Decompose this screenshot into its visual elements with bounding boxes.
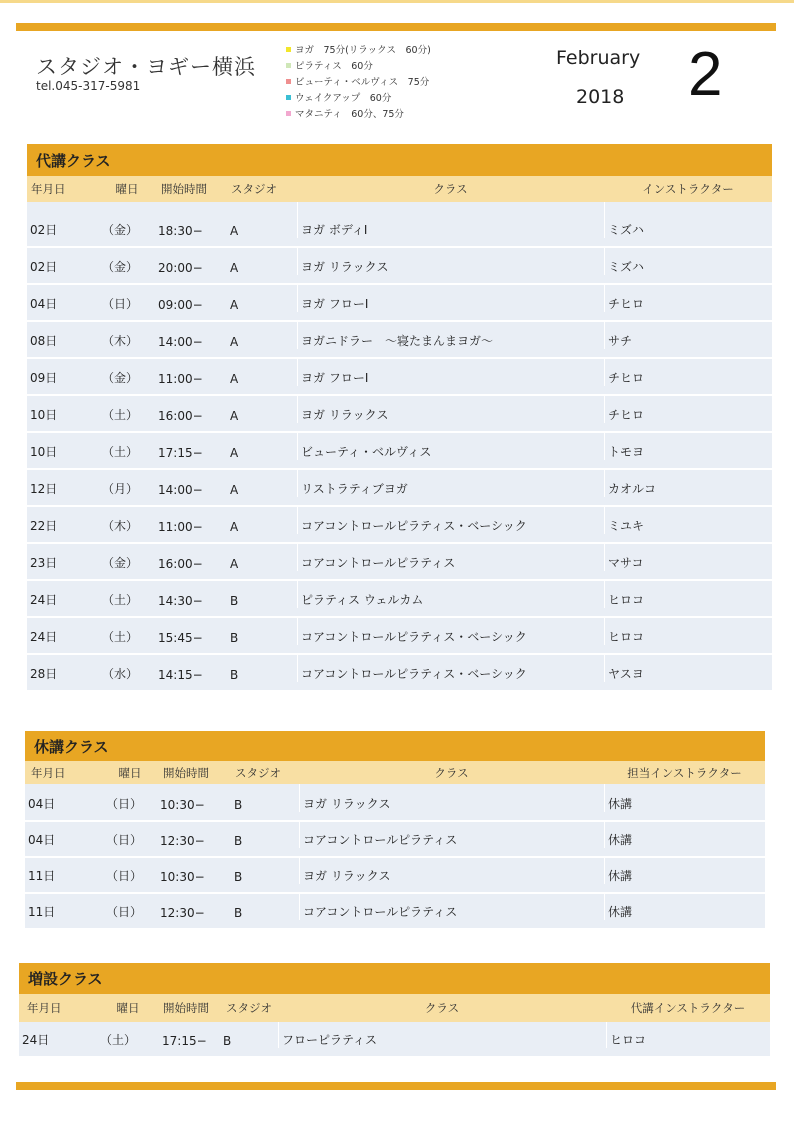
date-cell: 12日 <box>30 482 58 496</box>
instructor-cell: チヒロ <box>604 285 772 312</box>
class-header: クラス <box>433 182 468 196</box>
class-name-cell: ヨガ リラックス <box>297 248 604 275</box>
studio-cell: A <box>230 261 239 275</box>
studio-cell: A <box>230 372 239 386</box>
start-time-cell: 14:15− <box>158 668 203 682</box>
instructor-header: インストラクター <box>642 182 734 196</box>
table-row <box>25 894 765 930</box>
legend-item <box>286 89 500 105</box>
section-title: 代講クラス <box>27 144 772 176</box>
class-name-cell: ヨガ フローI <box>297 285 604 312</box>
weekday-header: 曜日 <box>118 765 142 780</box>
top-divider-bar <box>16 23 776 31</box>
month-number: 2 <box>688 40 723 109</box>
studio-header: スタジオ <box>226 1001 272 1015</box>
studio-header: スタジオ <box>231 182 277 196</box>
instructor-header: 代講インストラクター <box>630 1001 746 1015</box>
table-row <box>27 655 772 692</box>
studio-header: スタジオ <box>235 765 281 780</box>
date-cell: 11日 <box>28 905 56 919</box>
studio-cell: B <box>234 906 243 920</box>
section-title: 増設クラス <box>19 963 770 994</box>
instructor-cell: ヤスヨ <box>604 655 772 682</box>
studio-cell: A <box>230 298 239 312</box>
instructor-cell: 休講 <box>604 858 765 884</box>
section-title: 休講クラス <box>25 731 765 761</box>
weekday-cell: （土） <box>100 1033 137 1047</box>
instructor-cell: ヒロコ <box>604 618 772 645</box>
instructor-cell: カオルコ <box>604 470 772 497</box>
studio-cell: B <box>230 668 239 682</box>
studio-cell: B <box>230 594 239 608</box>
studio-tel: tel.045-317-5981 <box>36 79 141 93</box>
class-name-cell: ヨガ リラックス <box>297 396 604 423</box>
date-cell: 10日 <box>30 408 58 422</box>
legend-color-swatch <box>286 63 291 68</box>
start-time-cell: 15:45− <box>158 631 203 645</box>
table-row <box>27 618 772 655</box>
date-cell: 22日 <box>30 519 58 533</box>
year: 2018 <box>576 86 625 108</box>
class-name-cell: ビューティ・ベルヴィス <box>297 433 604 460</box>
instructor-cell: ミズハ <box>604 202 772 238</box>
bottom-divider-bar <box>16 1082 776 1090</box>
start-time-cell: 17:15− <box>162 1034 207 1048</box>
start-time-cell: 18:30− <box>158 224 203 238</box>
start-time-cell: 10:30− <box>160 870 205 884</box>
studio-cell: A <box>230 557 239 571</box>
date-cell: 04日 <box>28 833 56 847</box>
legend-color-swatch <box>286 111 291 116</box>
weekday-cell: （土） <box>102 593 139 607</box>
instructor-cell: チヒロ <box>604 359 772 386</box>
table-row <box>27 581 772 618</box>
class-name-cell: ヨガ リラックス <box>299 858 604 884</box>
class-name-cell: コアコントロールピラティス・ベーシック <box>297 618 604 645</box>
studio-cell: B <box>234 798 243 812</box>
date-cell: 11日 <box>28 869 56 883</box>
class-name-cell: ヨガ ボディI <box>297 202 604 238</box>
class-name-cell: コアコントロールピラティス <box>299 822 604 848</box>
instructor-cell: サチ <box>604 322 772 349</box>
studio-cell: A <box>230 446 239 460</box>
start-time-header: 開始時間 <box>163 765 209 780</box>
class-name-cell: ヨガニドラー 〜寝たまんまヨガ〜 <box>297 322 604 349</box>
class-header: クラス <box>424 1001 460 1015</box>
substitute-classes-section <box>27 144 772 692</box>
date-cell: 24日 <box>30 630 58 644</box>
date-cell: 04日 <box>28 797 56 811</box>
month-name: February <box>556 47 641 69</box>
studio-cell: A <box>230 224 239 238</box>
instructor-cell: 休講 <box>604 784 765 812</box>
table-body <box>25 784 765 930</box>
legend-label: マタニティ 60分、75分 <box>295 109 404 120</box>
studio-cell: B <box>223 1034 232 1048</box>
start-time-cell: 14:00− <box>158 483 203 497</box>
studio-cell: A <box>230 409 239 423</box>
date-header: 年月日 <box>27 1001 62 1015</box>
date-header: 年月日 <box>31 182 66 196</box>
table-row <box>25 822 765 858</box>
studio-cell: B <box>234 870 243 884</box>
class-name-cell: コアコントロールピラティス・ベーシック <box>297 655 604 682</box>
instructor-cell: トモヨ <box>604 433 772 460</box>
added-classes-section <box>19 963 770 1058</box>
start-time-header: 開始時間 <box>163 1001 209 1015</box>
weekday-cell: （日） <box>106 833 143 847</box>
table-row <box>27 433 772 470</box>
class-name-cell: リストラティブヨガ <box>297 470 604 497</box>
table-row <box>27 322 772 359</box>
studio-cell: A <box>230 520 239 534</box>
class-legend <box>286 41 500 121</box>
date-cell: 08日 <box>30 334 58 348</box>
instructor-cell: ミユキ <box>604 507 772 534</box>
studio-cell: A <box>230 483 239 497</box>
date-cell: 10日 <box>30 445 58 459</box>
class-name-cell: コアコントロールピラティス <box>299 894 604 920</box>
instructor-cell: 休講 <box>604 894 765 920</box>
cancelled-classes-section <box>25 731 765 930</box>
date-cell: 04日 <box>30 297 58 311</box>
weekday-cell: （日） <box>106 797 143 811</box>
weekday-cell: （金） <box>102 371 139 385</box>
date-cell: 28日 <box>30 667 58 681</box>
instructor-cell: ミズハ <box>604 248 772 275</box>
table-header <box>27 176 772 202</box>
instructor-header: 担当インストラクター <box>627 765 742 780</box>
table-body <box>27 202 772 692</box>
legend-label: ヨガ 75分(リラックス 60分) <box>295 45 431 56</box>
studio-cell: A <box>230 335 239 349</box>
date-cell: 23日 <box>30 556 58 570</box>
class-name-cell: コアコントロールピラティス <box>297 544 604 571</box>
studio-cell: B <box>230 631 239 645</box>
weekday-cell: （木） <box>102 334 139 348</box>
start-time-cell: 20:00− <box>158 261 203 275</box>
class-name-cell: フローピラティス <box>278 1022 606 1048</box>
weekday-cell: （日） <box>102 297 139 311</box>
legend-label: ウェイクアップ 60分 <box>295 93 392 104</box>
start-time-cell: 12:30− <box>160 834 205 848</box>
instructor-cell: チヒロ <box>604 396 772 423</box>
instructor-cell: ヒロコ <box>606 1022 770 1048</box>
date-cell: 02日 <box>30 223 58 237</box>
weekday-cell: （土） <box>102 408 139 422</box>
studio-cell: B <box>234 834 243 848</box>
table-row <box>19 1022 770 1058</box>
instructor-cell: ヒロコ <box>604 581 772 608</box>
start-time-cell: 17:15− <box>158 446 203 460</box>
class-name-cell: ヨガ リラックス <box>299 784 604 812</box>
table-row <box>25 784 765 822</box>
table-body <box>19 1022 770 1058</box>
start-time-header: 開始時間 <box>161 182 207 196</box>
start-time-cell: 16:00− <box>158 409 203 423</box>
legend-item <box>286 41 500 57</box>
legend-label: ピラティス 60分 <box>295 61 373 72</box>
table-row <box>27 359 772 396</box>
weekday-cell: （月） <box>102 482 139 496</box>
start-time-cell: 09:00− <box>158 298 203 312</box>
legend-color-swatch <box>286 95 291 100</box>
legend-color-swatch <box>286 47 291 52</box>
weekday-cell: （金） <box>102 260 139 274</box>
start-time-cell: 12:30− <box>160 906 205 920</box>
legend-item <box>286 73 500 89</box>
start-time-cell: 11:00− <box>158 372 203 386</box>
table-row <box>27 544 772 581</box>
table-header <box>19 994 770 1022</box>
table-header <box>25 761 765 784</box>
date-cell: 09日 <box>30 371 58 385</box>
table-row <box>27 202 772 248</box>
instructor-cell: マサコ <box>604 544 772 571</box>
legend-label: ビューティ・ベルヴィス 75分 <box>295 77 430 88</box>
legend-item <box>286 105 500 121</box>
date-cell: 02日 <box>30 260 58 274</box>
weekday-cell: （水） <box>102 667 139 681</box>
date-cell: 24日 <box>22 1033 50 1047</box>
weekday-header: 曜日 <box>116 1001 140 1015</box>
table-row <box>27 470 772 507</box>
start-time-cell: 11:00− <box>158 520 203 534</box>
start-time-cell: 16:00− <box>158 557 203 571</box>
weekday-cell: （日） <box>106 905 143 919</box>
weekday-cell: （木） <box>102 519 139 533</box>
date-header: 年月日 <box>31 765 66 780</box>
class-name-cell: コアコントロールピラティス・ベーシック <box>297 507 604 534</box>
class-name-cell: ピラティス ウェルカム <box>297 581 604 608</box>
top-strip <box>0 0 794 3</box>
table-row <box>25 858 765 894</box>
studio-name: スタジオ・ヨギー横浜 <box>36 55 256 79</box>
table-row <box>27 285 772 322</box>
start-time-cell: 10:30− <box>160 798 205 812</box>
table-row <box>27 396 772 433</box>
table-row <box>27 507 772 544</box>
legend-color-swatch <box>286 79 291 84</box>
date-cell: 24日 <box>30 593 58 607</box>
weekday-cell: （土） <box>102 445 139 459</box>
class-name-cell: ヨガ フローI <box>297 359 604 386</box>
legend-item <box>286 57 500 73</box>
class-header: クラス <box>434 765 469 780</box>
weekday-header: 曜日 <box>115 182 139 196</box>
instructor-cell: 休講 <box>604 822 765 848</box>
start-time-cell: 14:30− <box>158 594 203 608</box>
start-time-cell: 14:00− <box>158 335 203 349</box>
table-row <box>27 248 772 285</box>
weekday-cell: （土） <box>102 630 139 644</box>
weekday-cell: （日） <box>106 869 143 883</box>
weekday-cell: （金） <box>102 223 139 237</box>
weekday-cell: （金） <box>102 556 139 570</box>
